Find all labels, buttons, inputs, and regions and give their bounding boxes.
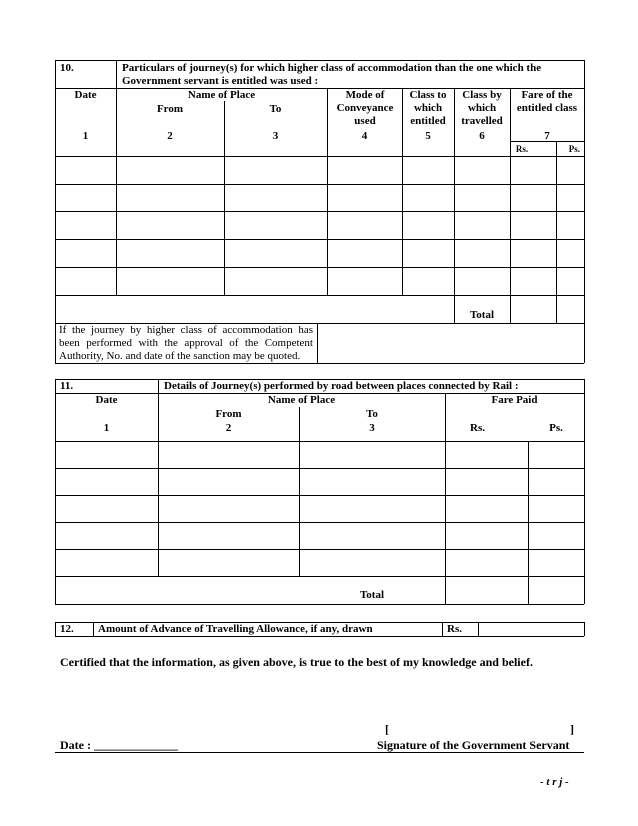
- section-12-number: 12.: [60, 623, 74, 635]
- col-fare-header: Fare of the entitled class: [516, 89, 578, 114]
- total-ps-field[interactable]: [557, 296, 584, 322]
- sanction-note: If the journey by higher class of accommodation has been performed with the approval of the Competent Authority, No. and date of the sanction may be quoted.: [59, 324, 313, 362]
- col-number-4: 4: [361, 130, 368, 142]
- col-number-6: 6: [479, 130, 485, 142]
- total-label: Total: [359, 589, 385, 601]
- entry-cell[interactable]: [56, 185, 116, 211]
- col-to-header: To: [366, 408, 378, 420]
- signature-label: Signature of the Government Servant: [377, 738, 570, 752]
- col-class-to-header: Class to which entitled: [409, 89, 447, 127]
- signature-underline: [55, 752, 584, 753]
- col-number-3: 3: [369, 422, 375, 434]
- col-fare-paid-header: Fare Paid: [491, 394, 538, 406]
- col-name-of-place-header: Name of Place: [267, 394, 336, 406]
- section-10-number: 10.: [60, 62, 74, 74]
- section-10-title: Particulars of journey(s) for which higher class of accommodation than the one which the Government servant is entitled was used :: [122, 62, 542, 87]
- sanction-field[interactable]: [318, 324, 583, 362]
- col-ps-header: Ps.: [568, 144, 580, 154]
- section-11-title: Details of Journey(s) performed by road between places connected by Rail :: [164, 380, 519, 392]
- col-from-header: From: [215, 408, 242, 420]
- col-name-of-place-header: Name of Place: [187, 89, 256, 101]
- col-number-3: 3: [272, 130, 279, 142]
- advance-rs-label: Rs.: [447, 623, 462, 635]
- col-number-1: 1: [82, 130, 89, 142]
- col-number-2: 2: [167, 130, 173, 142]
- total-rs-field[interactable]: [446, 577, 527, 603]
- col-to-header: To: [269, 103, 282, 115]
- col-date-header: Date: [95, 394, 118, 406]
- col-mode-header: Mode of Conveyance used: [336, 89, 394, 127]
- col-rs-header: Rs.: [515, 144, 529, 154]
- col-rs-header: Rs.: [470, 422, 485, 434]
- page-footer: - t r j -: [540, 776, 569, 788]
- total-ps-field[interactable]: [529, 577, 583, 603]
- col-number-2: 2: [225, 422, 232, 434]
- advance-label: Amount of Advance of Travelling Allowance, if any, drawn: [98, 623, 373, 635]
- col-number-1: 1: [103, 422, 110, 434]
- section-11-number: 11.: [60, 380, 74, 392]
- col-number-7: 7: [544, 130, 550, 142]
- col-date-header: Date: [74, 89, 97, 101]
- col-class-by-header: Class by which travelled: [461, 89, 503, 127]
- col-ps-header: Ps.: [549, 422, 563, 434]
- advance-amount-field[interactable]: [479, 623, 583, 635]
- entry-cell[interactable]: [56, 157, 116, 183]
- total-rs-field[interactable]: [511, 296, 556, 322]
- total-label: Total: [469, 309, 495, 321]
- signature-bracket-right: ]: [570, 722, 574, 736]
- certification-statement: Certified that the information, as given above, is true to the best of my knowledge and belief.: [60, 655, 533, 669]
- date-label: Date : ______________: [60, 738, 178, 752]
- signature-area[interactable]: [392, 720, 568, 738]
- signature-bracket-left: [: [385, 722, 389, 736]
- col-from-header: From: [156, 103, 184, 115]
- col-number-5: 5: [425, 130, 431, 142]
